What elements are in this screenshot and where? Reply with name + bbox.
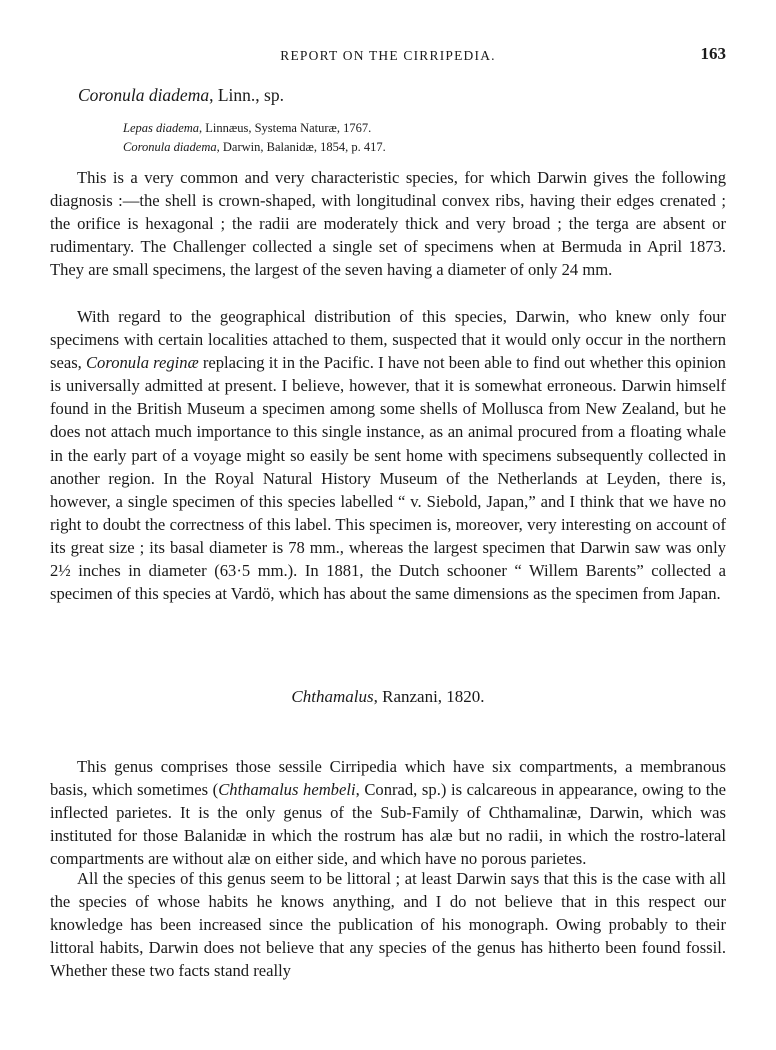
- synonymy-references: [123, 119, 776, 157]
- species-heading: [78, 85, 754, 106]
- running-title: REPORT ON THE CIRRIPEDIA.: [280, 48, 496, 63]
- genus-authority: , Ranzani, 1820.: [373, 687, 485, 706]
- page-number: 163: [700, 44, 726, 63]
- paragraph-habits: All the species of this genus seem to be littoral ; at least Darwin says that this is the case with all the species of whose habits he knows anything, and I do not believe that in this respect our knowledge has been increased since the publication of his monograph. Owing probably to their littoral habits, Darwin does not believe that any species of the genus has hitherto been found fossil. Whether these two facts stand really: [50, 869, 726, 981]
- paragraph-genus-description: [50, 755, 726, 870]
- paragraph-text: replacing it in the Pacific. I have not been able to find out whether this opinion is universally admitted at present. I believe, however, that it is somewhat erroneous. Darwin himself found in the British Museum a specimen among some shells of Mollusca from New Zealand, but he does not attach much importance to this single instance, as an animal procured from a floating whale in the early part of a voyage might so easily be sent home with specimens subsequently collected in another region. In the Royal Natural History Museum of the Netherlands at Leyden, there is, however, a single specimen of this species labelled “ v. Siebold, Japan,” and I think that we have no right to doubt the correctness of this label. This specimen is, moreover, very interesting on account of its great size ; its basal diameter is 78 mm., whereas the largest specimen that Darwin saw was only 2½ inches in diameter (63·5 mm.). In 1881, the Dutch schooner “ Willem Barents” collected a specimen of this species at Vardö, which has about the same dimensions as the specimen from Japan.: [50, 353, 726, 604]
- reference-citation: , Darwin, Balanidæ, 1854, p. 417.: [216, 140, 386, 154]
- reference-name: Coronula diadema: [123, 140, 217, 154]
- species-mention: Chthamalus hembeli: [218, 780, 356, 800]
- reference-name: Lepas diadema: [123, 121, 200, 135]
- paragraph-text: With regard to the geographical distribution of this species, Darwin, who knew only four specimens with certain localities attached to them, suspected that it would only occur in the northern seas,: [50, 307, 726, 373]
- reference-citation: , Linnæus, Systema Naturæ, 1767.: [199, 121, 372, 135]
- species-mention: Coronula reginæ: [85, 353, 199, 373]
- reference-line: [123, 138, 776, 157]
- reference-line: [123, 119, 776, 138]
- paragraph-text: This genus comprises those sessile Cirripedia which have six compartments, a membranous basis, which sometimes (: [50, 757, 726, 800]
- paragraph-distribution: [50, 305, 726, 605]
- species-name: Coronula diadema: [78, 85, 210, 105]
- genus-name: Chthamalus: [291, 687, 374, 706]
- running-head: [50, 44, 726, 68]
- paragraph-diagnosis: This is a very common and very characteristic species, for which Darwin gives the following diagnosis :—the shell is crown-shaped, with longitudinal convex ribs, having their edges crenated ; the orifice is hexagonal ; the radii are moderately thick and very broad ; the terga are absent or rudimentary. The Challenger collected a single set of specimens when at Bermuda in April 1873. They are small specimens, the largest of the seven having a diameter of only 24 mm.: [50, 168, 726, 280]
- species-authority: , Linn., sp.: [209, 85, 284, 105]
- paragraph-text: , Conrad, sp.) is calcareous in appearance, owing to the inflected parietes. It is the only genus of the Sub-Family of Chthamalinæ, Darwin, which was instituted for those Balanidæ in which the rostrum has alæ but no radii, in which the rostro-lateral compartments are without alæ on either side, and which have no porous parietes.: [50, 780, 727, 869]
- genus-heading: [50, 687, 726, 707]
